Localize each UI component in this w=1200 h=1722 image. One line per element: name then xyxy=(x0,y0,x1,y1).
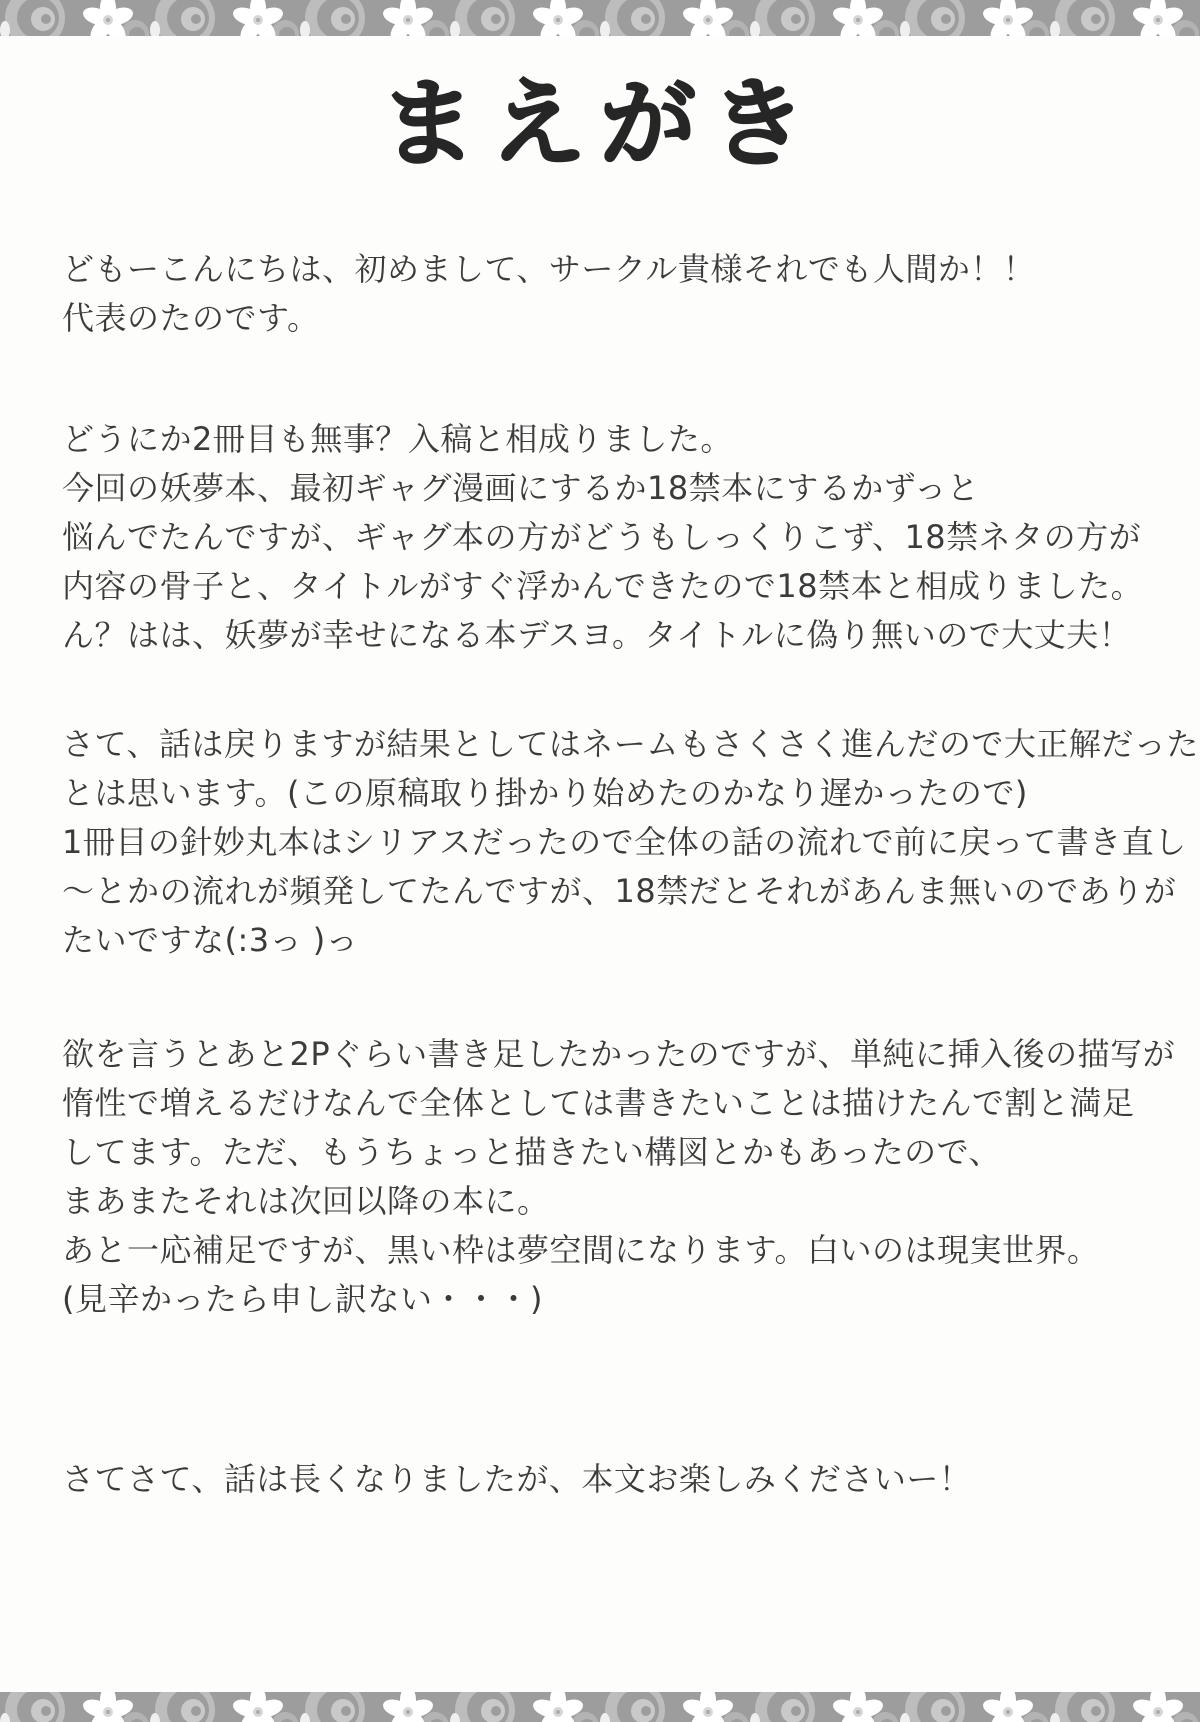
text-line: 悩んでたんですが、ギャグ本の方がどうもしっくりこず、18禁ネタの方が xyxy=(62,518,1142,556)
text-line: どうにか2冊目も無事？入稿と相成りました。 xyxy=(62,420,733,458)
text-line: 惰性で増えるだけなんで全体としては書きたいことは描けたんで割と満足 xyxy=(62,1084,1135,1122)
text-line: (見辛かったら申し訳ない・・・) xyxy=(62,1280,543,1318)
paragraph-book-decision xyxy=(62,415,1152,660)
text-line: どもーこんにちは、初めまして、サークル貴様それでも人間か！！ xyxy=(62,250,1036,288)
text-line: あと一応補足ですが、黒い枠は夢空間になります。白いのは現実世界。 xyxy=(62,1231,1100,1269)
paragraph-storyboard xyxy=(62,720,1199,965)
text-line: 欲を言うとあと2Pぐらい書き足したかったのですが、単純に挿入後の描写が xyxy=(62,1035,1176,1073)
text-line: 1冊目の針妙丸本はシリアスだったので全体の話の流れで前に戻って書き直し xyxy=(62,823,1187,861)
text-line: とは思います。(この原稿取り掛かり始めたのかなり遅かったので) xyxy=(62,774,1028,812)
text-line: たいですな(:3っ )っ xyxy=(62,921,359,959)
text-line: してます。ただ、もうちょっと描きたい構図とかもあったので、 xyxy=(62,1133,1001,1171)
paragraph-closing xyxy=(62,1455,1152,1504)
paragraph-greeting xyxy=(62,245,1152,343)
text-line: さてさて、話は長くなりましたが、本文お楽しみくださいー！ xyxy=(62,1460,972,1498)
text-line: まあまたそれは次回以降の本に。 xyxy=(62,1182,550,1220)
paragraph-extra-pages xyxy=(62,1030,1176,1324)
text-line: さて、話は戻りますが結果としてはネームもさくさく進んだので大正解だった xyxy=(62,725,1199,763)
preface-body xyxy=(62,230,1199,1504)
page-title: まえがき xyxy=(380,68,820,180)
floral-border-bottom-icon xyxy=(0,1692,1200,1722)
text-line: ん？はは、妖夢が幸せになる本デスヨ。タイトルに偽り無いので大丈夫！ xyxy=(62,616,1132,654)
text-line: 今回の妖夢本、最初ギャグ漫画にするか18禁本にするかずっと xyxy=(62,469,980,507)
floral-border-top-icon xyxy=(0,0,1200,36)
text-line: 内容の骨子と、タイトルがすぐ浮かんできたので18禁本と相成りました。 xyxy=(62,567,1144,605)
text-line: 代表のたのです。 xyxy=(62,299,320,337)
text-line: 〜とかの流れが頻発してたんですが、18禁だとそれがあんま無いのでありが xyxy=(62,872,1177,910)
